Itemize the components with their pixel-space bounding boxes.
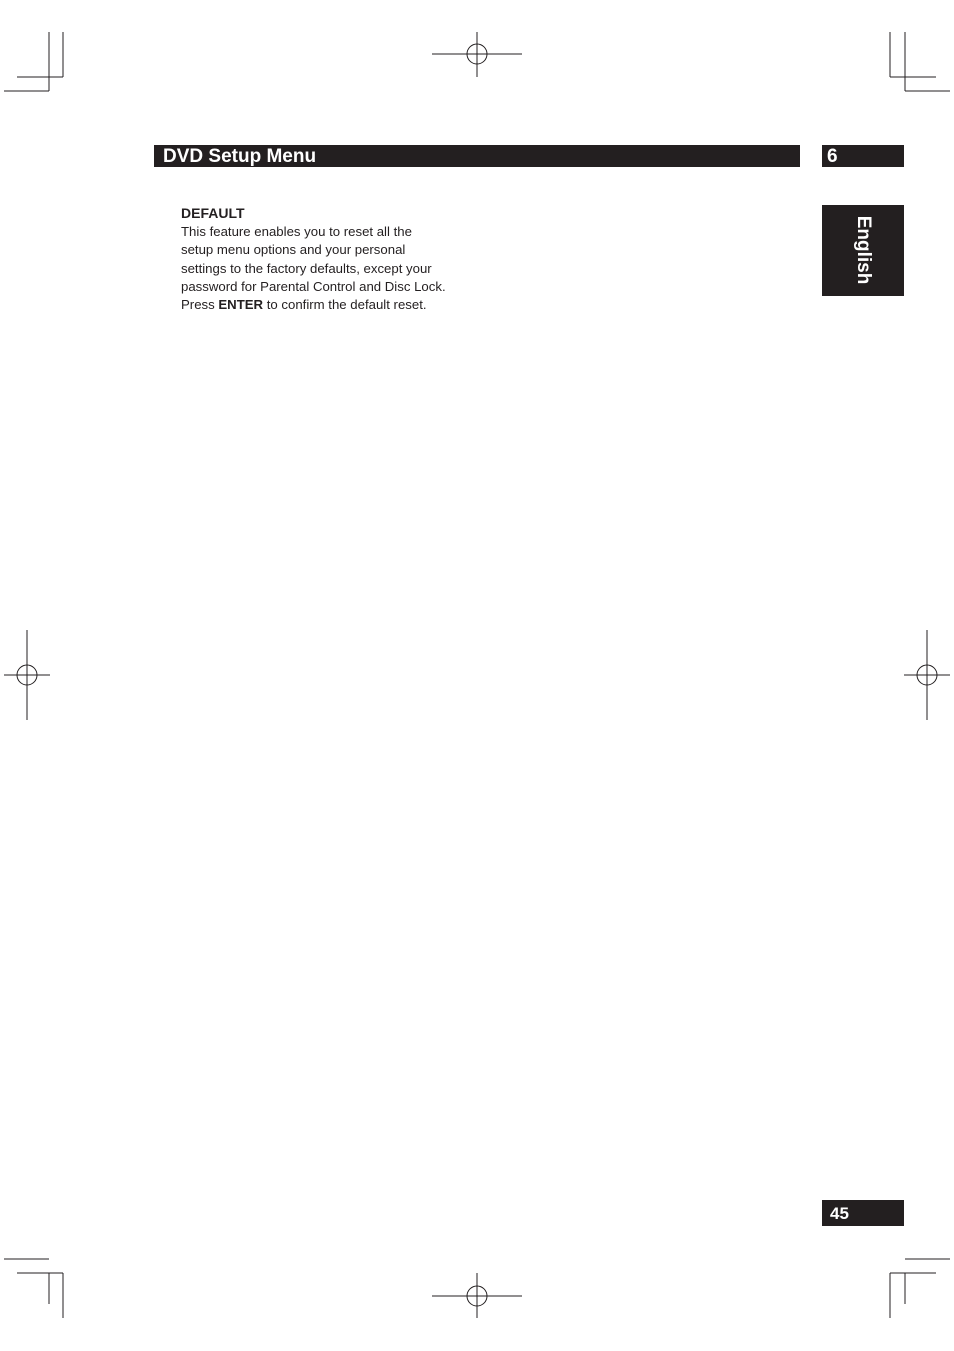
language-tab	[822, 205, 904, 296]
page-number: 45	[830, 1204, 849, 1223]
body-line-3: settings to the factory defaults, except your	[181, 260, 432, 276]
section-heading: DEFAULT	[181, 205, 245, 221]
body-line-2: setup menu options and your personal	[181, 242, 406, 258]
body-line-5-prefix: Press	[181, 297, 219, 313]
body-line-5	[181, 296, 481, 314]
default-section	[181, 204, 481, 314]
section-header-bar	[154, 145, 800, 167]
body-line-4: password for Parental Control and Disc Lock.	[181, 278, 446, 294]
page-title: DVD Setup Menu	[163, 146, 317, 167]
body-line-1: This feature enables you to reset all the	[181, 224, 412, 239]
body-line-5-suffix: to confirm the default reset.	[263, 297, 427, 313]
enter-key-label: ENTER	[218, 297, 264, 313]
chapter-number-box	[822, 145, 904, 167]
page-number-box	[822, 1200, 904, 1226]
language-label: English	[853, 215, 874, 285]
chapter-number: 6	[827, 146, 838, 167]
